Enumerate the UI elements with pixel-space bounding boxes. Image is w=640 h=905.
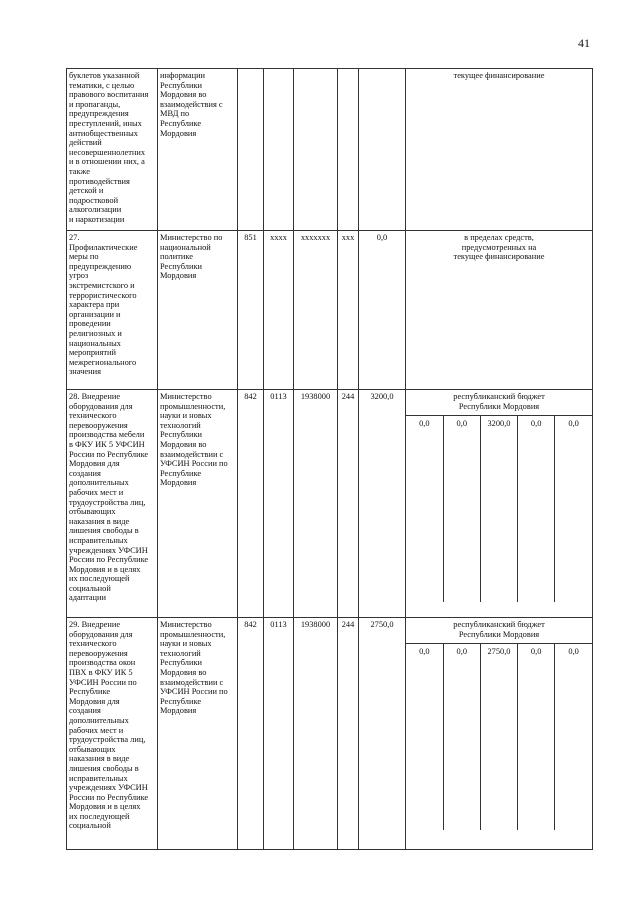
funding-source: текущее финансирование xyxy=(406,69,593,231)
funding-source: республиканский бюджет Республики Мордовия xyxy=(453,620,545,639)
table-row xyxy=(67,390,593,618)
vr-code: 244 xyxy=(338,390,359,618)
table-row xyxy=(67,618,593,850)
measure-name: 29. Внедрение оборудования для технического перевооружения производства окон ПВХ в ФКУ ИК 5 УФСИН России по Республике Мордовия для создания дополнительных рабочих мест и трудоустройства лиц, отбывающих наказания в виде лишения свободы в исправительных учреждениях УФСИН России по Республике Мордовия и в целях их последующей социальной xyxy=(67,618,158,850)
rzpr-code: 0113 xyxy=(264,618,294,850)
yearly-breakdown xyxy=(406,415,592,602)
rzpr-code: хххх xyxy=(264,231,294,390)
year-value: 0,0 xyxy=(555,644,592,831)
yearly-breakdown xyxy=(406,643,592,830)
amount xyxy=(359,69,406,231)
table-row xyxy=(67,69,593,231)
funding-source: в пределах средств, предусмотренных на текущее финансирование xyxy=(406,231,593,390)
vr-code: ххх xyxy=(338,231,359,390)
funding-cell xyxy=(406,618,593,850)
year-value: 0,0 xyxy=(406,416,443,603)
grbs-code: 851 xyxy=(238,231,264,390)
table-row xyxy=(67,231,593,390)
amount: 2750,0 xyxy=(359,618,406,850)
year-value: 2750,0 xyxy=(480,644,517,831)
measure-name: буклетов указанной тематики, с целью правового воспитания и пропаганды, предупреждения преступлений, иных антиобщественных действий несовершеннолетних и в отношении них, а также противодействия детской и подростковой алкоголизации и наркотизации xyxy=(67,69,158,231)
csr-code xyxy=(294,69,338,231)
page-number: 41 xyxy=(578,36,590,50)
csr-code: ххххххх xyxy=(294,231,338,390)
year-value: 0,0 xyxy=(443,416,480,603)
program-table xyxy=(66,68,593,850)
measure-name: 27. Профилактические меры по предупреждению угроз экстремистского и террористического характера при организации и проведении религиозных и национальных мероприятий межрегионального значения xyxy=(67,231,158,390)
year-value: 3200,0 xyxy=(480,416,517,603)
year-value: 0,0 xyxy=(406,644,443,831)
funding-cell xyxy=(406,390,593,618)
executor: информации Республики Мордовия во взаимодействия с МВД по Республике Мордовия xyxy=(158,69,238,231)
amount: 0,0 xyxy=(359,231,406,390)
csr-code: 1938000 xyxy=(294,390,338,618)
year-value: 0,0 xyxy=(518,416,555,603)
amount: 3200,0 xyxy=(359,390,406,618)
grbs-code xyxy=(238,69,264,231)
rzpr-code: 0113 xyxy=(264,390,294,618)
year-value: 0,0 xyxy=(555,416,592,603)
vr-code xyxy=(338,69,359,231)
grbs-code: 842 xyxy=(238,390,264,618)
csr-code: 1938000 xyxy=(294,618,338,850)
executor: Министерство промышленности, науки и новых технологий Республики Мордовия во взаимодействии с УФСИН России по Республике Мордовия xyxy=(158,390,238,618)
measure-name: 28. Внедрение оборудования для технического перевооружения производства мебели в ФКУ ИК 5 УФСИН России по Республике Мордовия для создания дополнительных рабочих мест и трудоустройства лиц, отбывающих наказания в виде лишения свободы в исправительных учреждениях УФСИН России по Республике Мордовия и в целях их последующей социальной адаптации xyxy=(67,390,158,618)
year-value: 0,0 xyxy=(518,644,555,831)
rzpr-code xyxy=(264,69,294,231)
executor: Министерство промышленности, науки и новых технологий Республики Мордовия во взаимодействии с УФСИН России по Республике Мордовия xyxy=(158,618,238,850)
grbs-code: 842 xyxy=(238,618,264,850)
executor: Министерство по национальной политике Республики Мордовия xyxy=(158,231,238,390)
vr-code: 244 xyxy=(338,618,359,850)
year-value: 0,0 xyxy=(443,644,480,831)
funding-source: республиканский бюджет Республики Мордовия xyxy=(453,392,545,411)
